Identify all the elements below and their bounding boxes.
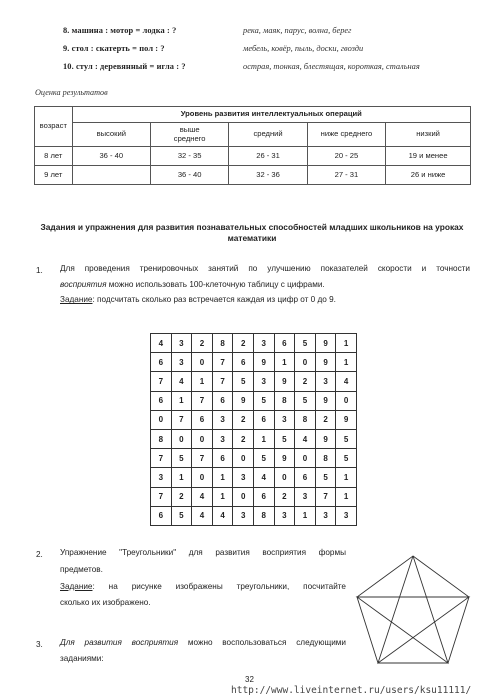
value-cell: 32 - 36 — [229, 166, 307, 185]
grid-cell: 2 — [171, 487, 192, 506]
item-number: 3. — [36, 640, 43, 649]
grid-cell: 7 — [151, 487, 172, 506]
grid-cell: 0 — [274, 468, 295, 487]
grid-cell: 1 — [336, 334, 357, 353]
grid-cell: 1 — [171, 468, 192, 487]
grid-cell: 0 — [192, 353, 213, 372]
grid-row — [151, 334, 357, 353]
grid-cell: 5 — [315, 468, 336, 487]
grid-cell: 4 — [253, 468, 274, 487]
grid-cell: 7 — [192, 449, 213, 468]
grid-cell: 9 — [274, 449, 295, 468]
grid-cell: 3 — [171, 353, 192, 372]
age-cell: 9 лет — [35, 166, 73, 185]
grid-cell: 9 — [315, 353, 336, 372]
grid-cell: 0 — [336, 391, 357, 410]
value-cell: 36 - 40 — [72, 147, 150, 166]
grid-cell: 9 — [315, 391, 336, 410]
col-header: выше среднего — [150, 123, 228, 147]
item3-text — [60, 635, 346, 666]
grid-cell: 9 — [233, 391, 254, 410]
grid-cell: 2 — [192, 334, 213, 353]
item1-text — [60, 261, 470, 308]
grid-cell: 1 — [274, 353, 295, 372]
grid-cell: 9 — [315, 429, 336, 448]
table-row — [35, 166, 471, 185]
value-cell: 26 и ниже — [386, 166, 471, 185]
grid-row — [151, 429, 357, 448]
grid-cell: 8 — [253, 506, 274, 525]
grid-cell: 6 — [212, 391, 233, 410]
grid-cell: 1 — [336, 353, 357, 372]
grid-cell: 6 — [212, 449, 233, 468]
col-header: низкий — [386, 123, 471, 147]
grid-cell: 3 — [171, 334, 192, 353]
evaluation-caption: Оценка результатов — [35, 88, 108, 97]
item2-text — [60, 545, 346, 612]
page-number: 32 — [245, 675, 254, 684]
grid-cell: 0 — [295, 449, 316, 468]
grid-cell: 7 — [212, 353, 233, 372]
grid-cell: 6 — [151, 391, 172, 410]
grid-cell: 9 — [253, 353, 274, 372]
age-cell: 8 лет — [35, 147, 73, 166]
value-cell: 36 - 40 — [150, 166, 228, 185]
value-cell: 19 и менее — [386, 147, 471, 166]
grid-cell: 2 — [233, 410, 254, 429]
age-header: возраст — [35, 107, 73, 147]
item1-line2: восприятия можно использовать 100-клеточную таблицу с цифрами. — [60, 279, 325, 289]
table-row — [35, 147, 471, 166]
grid-cell: 2 — [295, 372, 316, 391]
grid-row — [151, 468, 357, 487]
value-cell — [72, 166, 150, 185]
grid-row — [151, 410, 357, 429]
grid-cell: 3 — [295, 487, 316, 506]
value-cell: 32 - 35 — [150, 147, 228, 166]
grid-cell: 3 — [253, 372, 274, 391]
results-table — [34, 106, 471, 185]
grid-cell: 7 — [212, 372, 233, 391]
grid-cell: 5 — [171, 506, 192, 525]
grid-cell: 1 — [336, 487, 357, 506]
grid-cell: 4 — [295, 429, 316, 448]
grid-cell: 1 — [253, 429, 274, 448]
grid-cell: 2 — [315, 410, 336, 429]
grid-cell: 7 — [151, 372, 172, 391]
grid-cell: 0 — [233, 449, 254, 468]
item-number: 1. — [36, 266, 43, 275]
analogy-9-options: мебель, ковёр, пыль, доски, гвозди — [243, 44, 364, 53]
grid-cell: 0 — [295, 353, 316, 372]
grid-row — [151, 353, 357, 372]
col-header: средний — [229, 123, 307, 147]
grid-cell: 6 — [274, 334, 295, 353]
col-header: ниже среднего — [307, 123, 385, 147]
grid-cell: 3 — [274, 506, 295, 525]
grid-cell: 7 — [192, 391, 213, 410]
grid-cell: 5 — [274, 429, 295, 448]
grid-cell: 7 — [315, 487, 336, 506]
value-cell: 20 - 25 — [307, 147, 385, 166]
grid-cell: 3 — [336, 506, 357, 525]
grid-row — [151, 372, 357, 391]
grid-cell: 8 — [274, 391, 295, 410]
grid-cell: 4 — [336, 372, 357, 391]
digit-grid-table — [150, 333, 357, 526]
item2-task-line2: сколько их изображено. — [60, 598, 151, 608]
grid-cell: 6 — [151, 506, 172, 525]
item1-line1: Для проведения тренировочных занятий по улучшению показателей скорости и точности — [60, 264, 470, 273]
grid-cell: 4 — [151, 334, 172, 353]
grid-cell: 8 — [315, 449, 336, 468]
grid-cell: 0 — [171, 429, 192, 448]
grid-cell: 6 — [233, 353, 254, 372]
grid-cell: 4 — [192, 506, 213, 525]
grid-cell: 1 — [171, 391, 192, 410]
grid-cell: 9 — [274, 372, 295, 391]
star-lines — [357, 556, 469, 663]
grid-cell: 3 — [253, 334, 274, 353]
section-heading: Задания и упражнения для развития познавательных способностей младших школьников на уроках математики — [40, 222, 464, 243]
grid-cell: 4 — [171, 372, 192, 391]
grid-row — [151, 449, 357, 468]
grid-cell: 2 — [233, 334, 254, 353]
grid-cell: 1 — [212, 468, 233, 487]
grid-cell: 0 — [151, 410, 172, 429]
grid-cell: 0 — [233, 487, 254, 506]
grid-cell: 3 — [151, 468, 172, 487]
grid-cell: 6 — [253, 487, 274, 506]
grid-cell: 0 — [192, 429, 213, 448]
grid-cell: 6 — [253, 410, 274, 429]
grid-cell: 8 — [212, 334, 233, 353]
grid-cell: 3 — [212, 429, 233, 448]
grid-cell: 8 — [295, 410, 316, 429]
value-cell: 26 - 31 — [229, 147, 307, 166]
grid-cell: 5 — [336, 429, 357, 448]
grid-cell: 3 — [315, 506, 336, 525]
grid-cell: 6 — [295, 468, 316, 487]
triangles-figure — [351, 552, 475, 670]
analogy-10-question: 10. стул : деревянный = игла : ? — [63, 62, 186, 71]
grid-cell: 3 — [233, 468, 254, 487]
grid-cell: 2 — [274, 487, 295, 506]
analogy-8-question: 8. машина : мотор = лодка : ? — [63, 26, 177, 35]
item1-task: Задание: подсчитать сколько раз встречается каждая из цифр от 0 до 9. — [60, 295, 336, 305]
grid-cell: 9 — [315, 334, 336, 353]
analogy-9-question: 9. стол : скатерть = пол : ? — [63, 44, 165, 53]
grid-cell: 7 — [171, 410, 192, 429]
grid-row — [151, 506, 357, 525]
item2-task: Задание: на рисунке изображены треугольники, посчитайте — [60, 581, 346, 591]
analogy-8-options: река, маяк, парус, волна, берег — [243, 26, 352, 35]
group-header: Уровень развития интеллектуальных операций — [72, 107, 470, 123]
grid-cell: 3 — [315, 372, 336, 391]
grid-cell: 6 — [151, 353, 172, 372]
grid-cell: 5 — [253, 391, 274, 410]
grid-cell: 5 — [336, 449, 357, 468]
value-cell: 27 - 31 — [307, 166, 385, 185]
item-number: 2. — [36, 550, 43, 559]
grid-row — [151, 391, 357, 410]
item2-line1: Упражнение "Треугольники" для развития восприятия формы — [60, 548, 346, 557]
grid-cell: 5 — [233, 372, 254, 391]
grid-cell: 7 — [151, 449, 172, 468]
grid-cell: 1 — [295, 506, 316, 525]
grid-cell: 5 — [171, 449, 192, 468]
grid-cell: 9 — [336, 410, 357, 429]
source-url[interactable]: http://www.liveinternet.ru/users/ksu11111/ — [231, 685, 472, 696]
grid-row — [151, 487, 357, 506]
grid-cell: 3 — [212, 410, 233, 429]
item3-line1: Для развития восприятия можно воспользоваться следующими — [60, 638, 346, 647]
grid-cell: 8 — [151, 429, 172, 448]
grid-cell: 1 — [192, 372, 213, 391]
grid-cell: 1 — [212, 487, 233, 506]
grid-cell: 5 — [295, 334, 316, 353]
grid-cell: 6 — [192, 410, 213, 429]
grid-cell: 3 — [233, 506, 254, 525]
grid-cell: 0 — [192, 468, 213, 487]
grid-cell: 3 — [274, 410, 295, 429]
grid-cell: 2 — [233, 429, 254, 448]
grid-cell: 1 — [336, 468, 357, 487]
grid-cell: 5 — [295, 391, 316, 410]
grid-cell: 4 — [212, 506, 233, 525]
grid-cell: 4 — [192, 487, 213, 506]
grid-cell: 5 — [253, 449, 274, 468]
item3-line2: заданиями: — [60, 653, 104, 663]
col-header: высокий — [72, 123, 150, 147]
analogy-10-options: острая, тонкая, блестящая, короткая, стальная — [243, 62, 420, 71]
item2-line2: предметов. — [60, 564, 103, 574]
